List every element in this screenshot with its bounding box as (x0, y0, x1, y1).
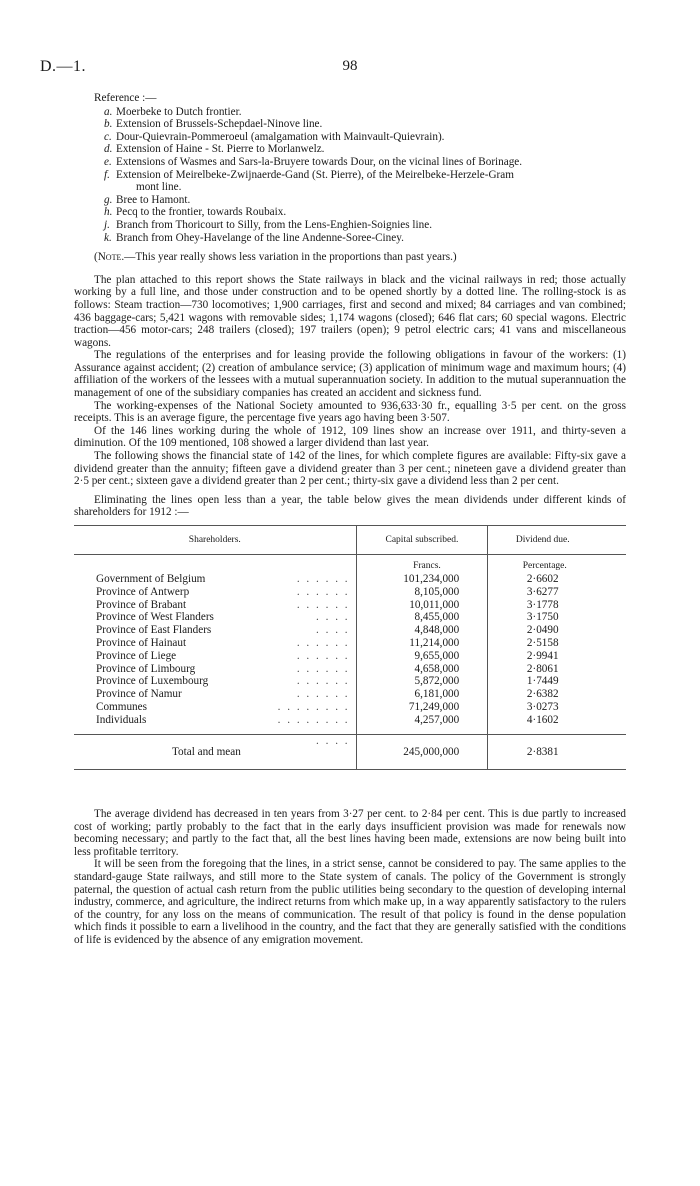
dividend-cell: 3·1750 (488, 611, 598, 624)
leader-dots: . . . . (316, 611, 350, 624)
capital-cell: 5,872,000 (356, 675, 488, 688)
capital-cell: 4,848,000 (356, 624, 488, 637)
paragraph-lines-1912: Of the 146 lines working during the whole of 1912, 109 lines show an increase over 1911, and thirty-seven a diminution. Of the 109 mentioned, 108 showed a larger dividend than last year. (74, 424, 626, 450)
units-row (74, 559, 626, 573)
header-dividend: Dividend due. (488, 526, 598, 555)
reference-text: Branch from Thoricourt to Silly, from the Lens-Enghien-Soignies line. (116, 218, 432, 231)
capital-cell: 101,234,000 (356, 573, 488, 586)
leader-dots: . . . . . . (296, 688, 350, 701)
reference-letter: k. (104, 231, 112, 244)
capital-cell: 8,455,000 (356, 611, 488, 624)
shareholder-name: Communes (96, 700, 147, 713)
reference-text: Pecq to the frontier, towards Roubaix. (116, 206, 287, 219)
shareholder-name: Province of Hainaut (96, 636, 187, 649)
capital-cell: 4,658,000 (356, 663, 488, 676)
reference-item (74, 106, 626, 119)
leader-dots: . . . . . . (296, 662, 350, 675)
paragraph-table-intro: Eliminating the lines open less than a year, the table below gives the mean dividends under different kinds of shareholders for 1912 :— (74, 493, 626, 519)
page-body (74, 92, 626, 947)
reference-item (74, 219, 626, 232)
header-shareholders: Shareholders. (74, 526, 356, 555)
table-row (74, 701, 626, 714)
paragraph-regulations: The regulations of the enterprises and for leasing provide the following obligations in favour of the workers: (1) Assurance against accident; (2) creation of ambulance service; (3) application of minimum wage and maximum hours; (4) affiliation of the workers of the lessees with a mutual superannuation society. In addition to the mutual superannuation the management of one of the subsidiary companies has created an accident and sickness fund. (74, 349, 626, 400)
shareholder-name: Individuals (96, 713, 147, 726)
dividend-cell: 4·1602 (488, 714, 598, 727)
leader-dots: . . . . . . (296, 636, 350, 649)
table-row (74, 688, 626, 701)
leader-dots: . . . . (316, 624, 350, 637)
dividend-cell: 2·6382 (488, 688, 598, 701)
paragraph-government-policy: It will be seen from the foregoing that the lines, in a strict sense, cannot be considered to pay. The same applies to the standard-gauge State railways, and still more to the State system of canals. The policy of the Government is strongly paternal, the question of actual cash return from the public utilities being secondary to the question of developing internal industry, commerce, and agriculture, the indirect returns from which make up, in a way apparently satisfactory to the rulers of the country, for any loss on the means of communication. The result of that policy is found in the dense population which finds it possible to earn a livelihood in the country, and the fact that they are generally satisfied with the conditions of life is evidenced by the absence of any emigration movement. (74, 858, 626, 946)
shareholder-name: Province of Liege (96, 649, 177, 662)
capital-cell: 8,105,000 (356, 586, 488, 599)
dividend-cell: 3·1778 (488, 599, 598, 612)
leader-dots: . . . . (316, 735, 350, 748)
reference-item (74, 131, 626, 144)
reference-letter: c. (104, 130, 112, 143)
reference-item (74, 118, 626, 131)
reference-letter: h. (104, 206, 113, 219)
capital-cell: 4,257,000 (356, 714, 488, 727)
paragraph-average-dividend: The average dividend has decreased in ten years from 3·27 per cent. to 2·84 per cent. This is due partly to increased cost of working; partly probably to the fact that in the early days insufficient provision was made for renewals now becoming necessary; and partly to the fact that, all the best lines having been made, extensions are now being built into less profitable territory. (74, 808, 626, 858)
reference-text: Branch from Ohey-Havelange of the line Andenne-Soree-Ciney. (116, 231, 404, 244)
capital-cell: 10,011,000 (356, 599, 488, 612)
reference-item (74, 143, 626, 156)
reference-continuation (74, 181, 626, 194)
shareholder-name: Province of Namur (96, 688, 182, 701)
leader-dots: . . . . . . . . (277, 700, 350, 713)
leader-dots: . . . . . . (296, 675, 350, 688)
document-code: D.—1. (40, 58, 87, 75)
reference-text: Extension of Haine - St. Pierre to Morlanwelz. (116, 143, 325, 156)
reference-item (74, 194, 626, 207)
table-row (74, 611, 626, 624)
leader-dots: . . . . . . (296, 649, 350, 662)
note-label: (Note. (94, 251, 125, 264)
table-row (74, 650, 626, 663)
table-row (74, 599, 626, 612)
unit-dividend: Percentage. (488, 559, 598, 573)
table-row (74, 714, 626, 727)
dividend-cell: 3·6277 (488, 586, 598, 599)
unit-capital: Francs. (356, 559, 488, 573)
header-capital: Capital subscribed. (356, 526, 488, 555)
note (74, 251, 626, 264)
reference-text: mont line. (136, 181, 182, 194)
table-row (74, 573, 626, 586)
reference-letter: d. (104, 143, 113, 156)
shareholder-name: Province of Antwerp (96, 585, 190, 598)
capital-cell: 71,249,000 (356, 701, 488, 714)
reference-item (74, 232, 626, 245)
total-dividend: 2·8381 (488, 735, 598, 770)
dividend-table (74, 525, 626, 770)
paragraph-rolling-stock: The plan attached to this report shows the State railways in black and the vicinal railways in red; those actually working by a full line, and those under construction and to be opened shortly by a dotted line. The rolling-stock is as follows: Steam traction—730 locomotives; 1,900 carriages, first and second and mixed; 84 carriages and van combined; 436 baggage-cars; 5,421 wagons with removable sides; 1,174 wagons (closed); 646 flat cars; 60 special wagons. Electric traction—456 motor-cars; 248 trailers (closed); 197 trailers (open); 9 petrol electric cars; 41 vans and miscellaneous wagons. (74, 273, 626, 349)
dividend-cell: 2·0490 (488, 624, 598, 637)
leader-dots: . . . . . . (296, 585, 350, 598)
reference-text: Extension of Meirelbeke-Zwijnaerde-Gand (St. Pierre), of the Meirelbeke-Herzele-Gram (116, 168, 514, 181)
total-row (74, 735, 626, 770)
table-row (74, 637, 626, 650)
reference-item (74, 206, 626, 219)
reference-letter: a. (104, 105, 113, 118)
reference-item (74, 156, 626, 169)
leader-dots: . . . . . . (296, 573, 350, 585)
reference-list (74, 106, 626, 245)
note-text: —This year really shows less variation in the proportions than past years.) (124, 251, 457, 264)
dividend-cell: 2·9941 (488, 650, 598, 663)
reference-text: Moerbeke to Dutch frontier. (116, 105, 242, 118)
shareholder-name: Province of Brabant (96, 598, 187, 611)
shareholder-name: Province of East Flanders (96, 624, 212, 637)
shareholder-name: Province of West Flanders (96, 611, 214, 624)
reference-letter: j. (104, 218, 110, 231)
total-capital: 245,000,000 (356, 735, 488, 770)
page-number: 98 (342, 58, 358, 74)
table-header-row (74, 526, 626, 555)
table-row (74, 624, 626, 637)
reference-text: Extensions of Wasmes and Sars-la-Bruyere towards Dour, on the vicinal lines of Borinage. (116, 155, 523, 168)
reference-letter: b. (104, 118, 113, 131)
capital-cell: 11,214,000 (356, 637, 488, 650)
reference-text: Dour-Quievrain-Pommeroeul (amalgamation with Mainvault-Quievrain). (116, 130, 445, 143)
leader-dots: . . . . . . (296, 598, 350, 611)
capital-cell: 9,655,000 (356, 650, 488, 663)
dividend-cell: 2·5158 (488, 637, 598, 650)
paragraph-working-expenses: The working-expenses of the National Society amounted to 936,633·30 fr., equalling 3·5 per cent. on the gross receipts. This is an average figure, the percentage five years ago having been 3·507. (74, 399, 626, 425)
paragraph-financial-state: The following shows the financial state of 142 of the lines, for which complete figures are available: Fifty-six gave a dividend greater than the annuity; fifteen gave a dividend greater than 3 per cent.; nineteen gave a dividend greater than 2·5 per cent.; sixteen gave a dividend greater than 2 per cent.; thirty-six gave a dividend less than 2 per cent. (74, 450, 626, 488)
table-row (74, 675, 626, 688)
reference-letter: f. (104, 168, 110, 181)
dividend-cell: 2·6602 (488, 573, 598, 586)
shareholder-name: Government of Belgium (96, 573, 206, 585)
shareholder-name: Province of Limbourg (96, 662, 196, 675)
reference-letter: g. (104, 193, 113, 206)
total-label: Total and mean (172, 745, 241, 758)
reference-item (74, 169, 626, 182)
table-row (74, 586, 626, 599)
capital-cell: 6,181,000 (356, 688, 488, 701)
page-header (0, 58, 700, 78)
reference-letter: e. (104, 155, 112, 168)
table-row (74, 663, 626, 676)
dividend-cell: 3·0273 (488, 701, 598, 714)
reference-text: Bree to Hamont. (116, 193, 191, 206)
reference-title: Reference :— (94, 92, 157, 104)
leader-dots: . . . . . . . . (277, 713, 350, 726)
shareholder-name: Province of Luxembourg (96, 675, 209, 688)
dividend-cell: 2·8061 (488, 663, 598, 676)
dividend-cell: 1·7449 (488, 675, 598, 688)
reference-text: Extension of Brussels-Schepdael-Ninove line. (116, 118, 323, 131)
